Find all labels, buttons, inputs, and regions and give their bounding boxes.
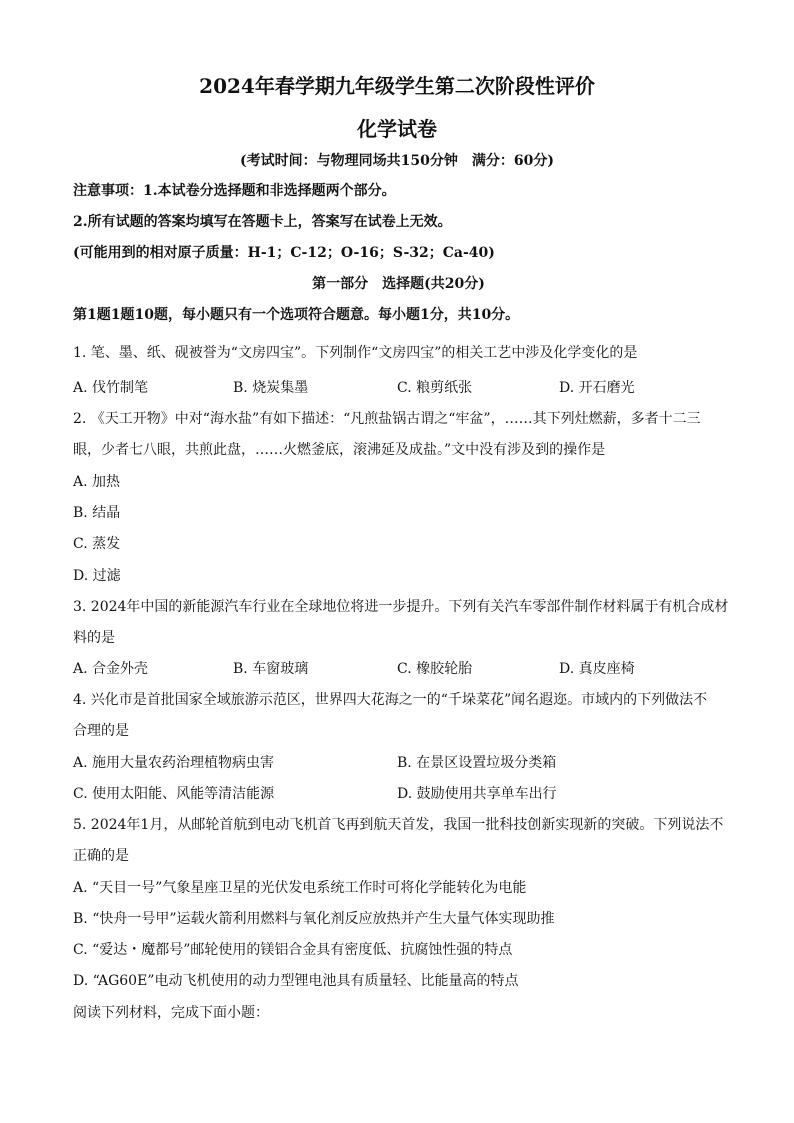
question-3-option-c: C. 橡胶轮胎 xyxy=(397,661,473,677)
reading-material-prompt: 阅读下列材料，完成下面小题： xyxy=(73,1005,269,1021)
question-1-option-d: D. 开石磨光 xyxy=(559,380,635,396)
question-4-option-b: B. 在景区设置垃圾分类箱 xyxy=(397,755,557,771)
question-3-stem-line-2: 料的是 xyxy=(73,630,115,646)
exam-title: 2024年春学期九年级学生第二次阶段性评价 xyxy=(199,74,595,98)
question-4-option-c: C. 使用太阳能、风能等清洁能源 xyxy=(73,786,275,802)
notes-line-1: 注意事项：1.本试卷分选择题和非选择题两个部分。 xyxy=(73,183,396,199)
question-4-stem-line-1: 4. 兴化市是首批国家全域旅游示范区，世界四大花海之一的“千垛菜花”闻名遐迩。市域内的下列做法不 xyxy=(73,692,708,708)
question-2-stem-line-2: 眼，少者七八眼，共煎此盘，……火燃釜底，滚沸延及成盐。”文中没有涉及到的操作是 xyxy=(73,442,606,458)
question-3-option-a: A. 合金外壳 xyxy=(73,661,149,677)
question-1-option-a: A. 伐竹制笔 xyxy=(73,380,149,396)
question-4-option-d: D. 鼓励使用共享单车出行 xyxy=(397,786,557,802)
question-5-option-a: A. “天目一号”气象星座卫星的光伏发电系统工作时可将化学能转化为电能 xyxy=(73,880,527,896)
question-1-option-c: C. 粮剪纸张 xyxy=(397,380,473,396)
question-3-option-d: D. 真皮座椅 xyxy=(559,661,635,677)
question-4-stem-line-2: 合理的是 xyxy=(73,723,129,739)
question-2-option-c: C. 蒸发 xyxy=(73,536,121,552)
question-3-option-b: B. 车窗玻璃 xyxy=(233,661,309,677)
question-5-option-b: B. “快舟一号甲”运载火箭利用燃料与氧化剂反应放热并产生大量气体实现助推 xyxy=(73,911,555,927)
exam-info: (考试时间：与物理同场共150分钟 满分：60分) xyxy=(240,153,554,169)
question-4-option-a: A. 施用大量农药治理植物病虫害 xyxy=(73,755,275,771)
question-5-option-d: D. “AG60E”电动飞机使用的动力型锂电池具有质量轻、比能量高的特点 xyxy=(73,973,519,989)
section-title: 第一部分 选择题(共20分) xyxy=(312,276,485,292)
question-1-option-b: B. 烧炭集墨 xyxy=(233,380,309,396)
question-5-stem-line-1: 5. 2024年1月，从邮轮首航到电动飞机首飞再到航天首发，我国一批科技创新实现新的突破。下列说法不 xyxy=(73,817,724,833)
question-5-option-c: C. “爱达・魔都号”邮轮使用的镁铝合金具有密度低、抗腐蚀性强的特点 xyxy=(73,942,513,958)
section-instructions: 第1题1题10题，每小题只有一个选项符合题意。每小题1分，共10分。 xyxy=(73,307,520,323)
notes-line-2: 2.所有试题的答案均填写在答题卡上，答案写在试卷上无效。 xyxy=(73,214,452,230)
question-1-stem: 1. 笔、墨、纸、砚被誉为“文房四宝”。下列制作“文房四宝”的相关工艺中涉及化学变化的是 xyxy=(73,345,638,361)
subject-title: 化学试卷 xyxy=(357,117,437,141)
notes-line-3: (可能用到的相对原子质量：H-1；C-12；O-16；S-32；Ca-40) xyxy=(73,245,495,261)
question-2-option-b: B. 结晶 xyxy=(73,505,121,521)
question-2-option-a: A. 加热 xyxy=(73,474,121,490)
question-5-stem-line-2: 正确的是 xyxy=(73,848,129,864)
question-3-stem-line-1: 3. 2024年中国的新能源汽车行业在全球地位将进一步提升。下列有关汽车零部件制作材料属于有机合成材 xyxy=(73,599,729,615)
question-2-option-d: D. 过滤 xyxy=(73,568,121,584)
question-2-stem-line-1: 2. 《天工开物》中对“海水盐”有如下描述：“凡煎盐锅古谓之“牢盆”，……其下列灶燃薪，多者十二三 xyxy=(73,411,701,427)
